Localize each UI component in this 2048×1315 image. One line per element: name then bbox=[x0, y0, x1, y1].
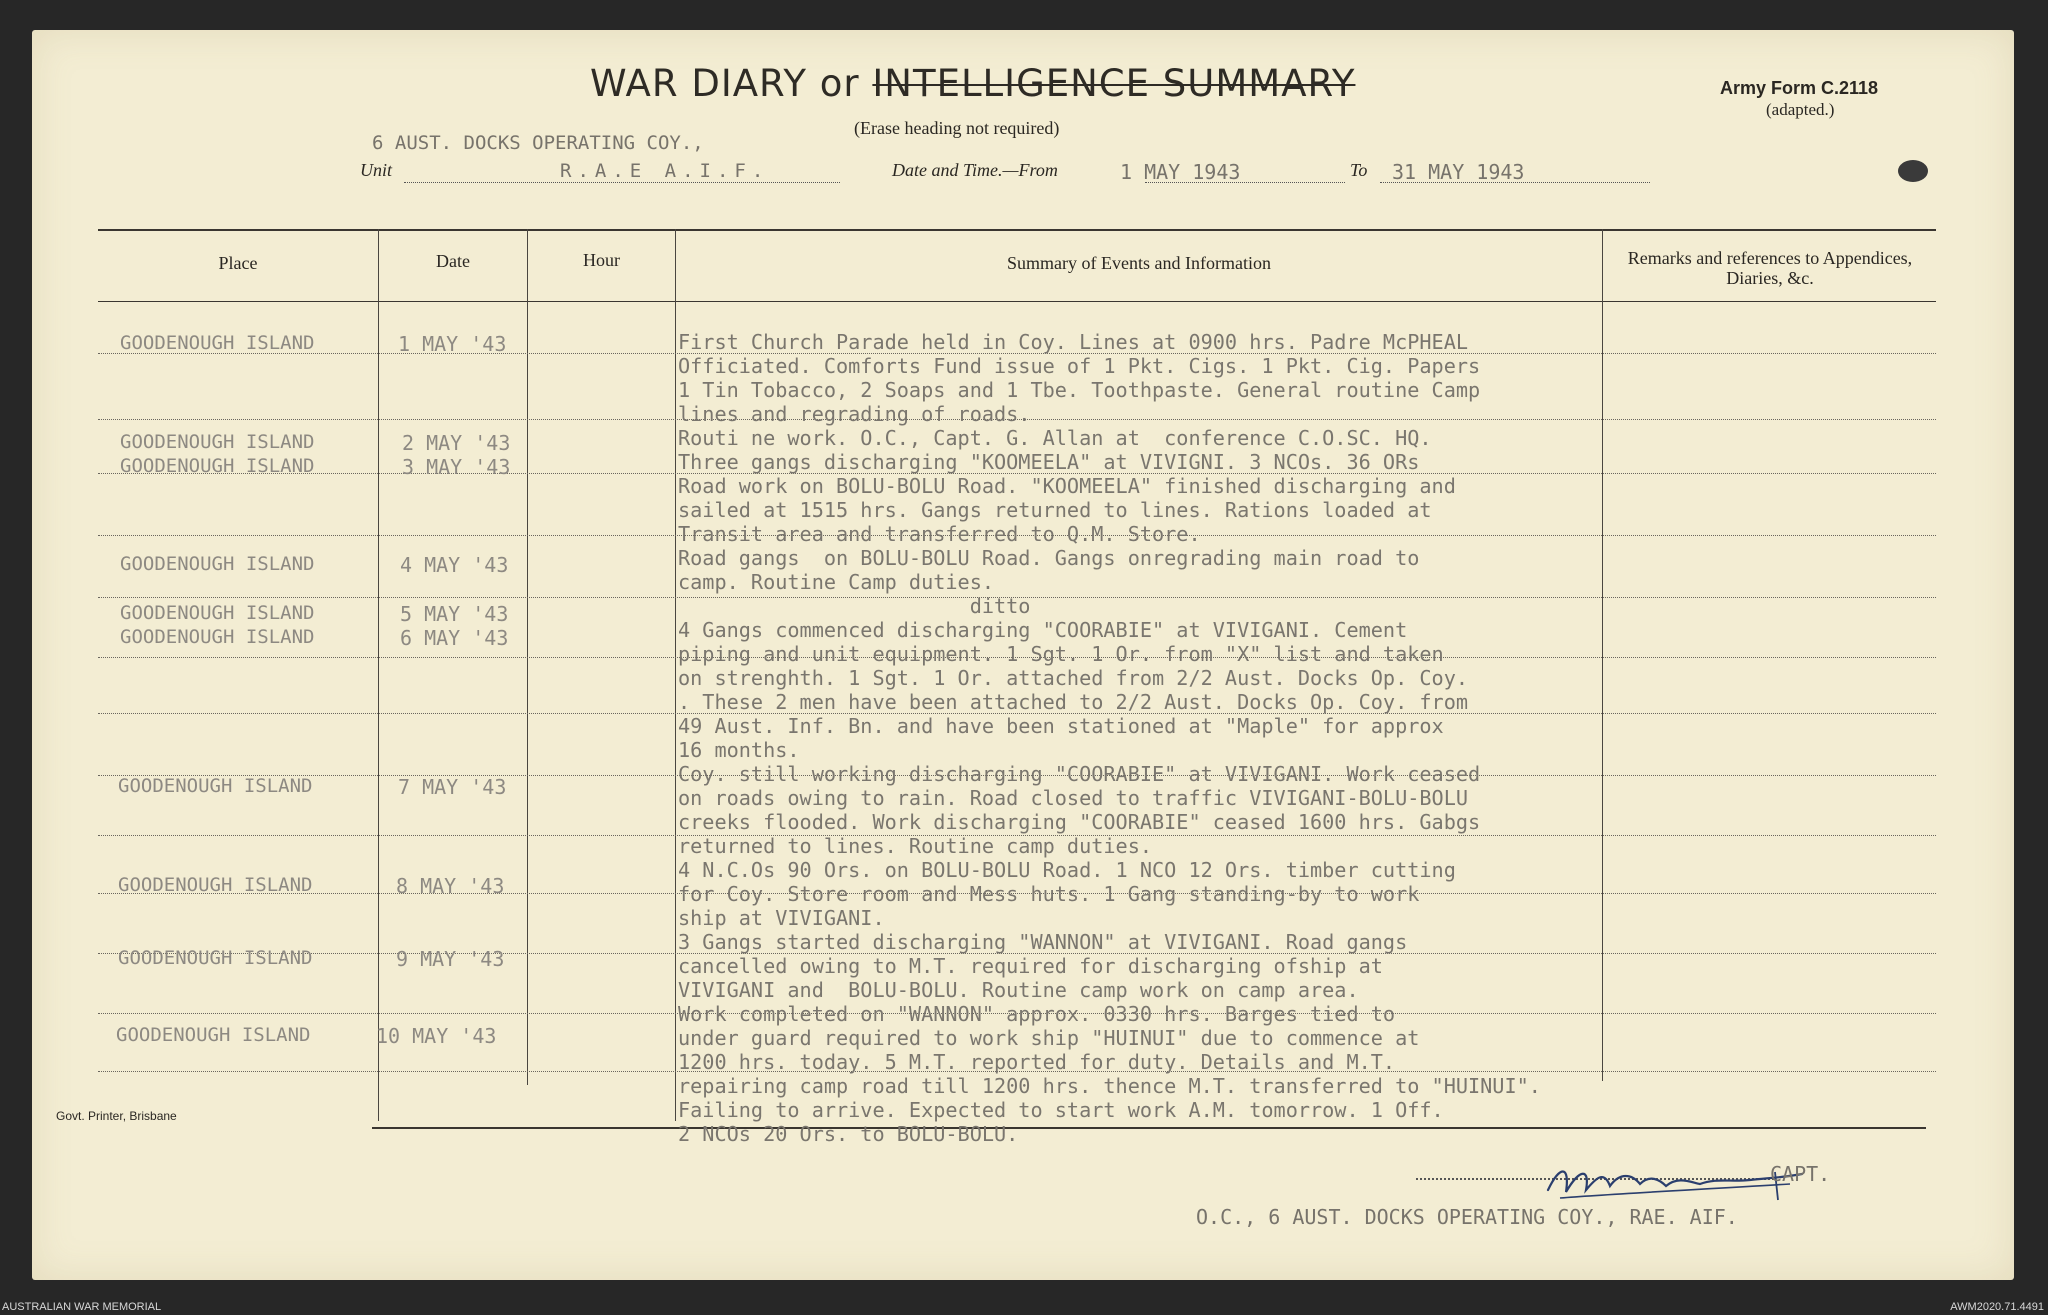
date-cell: 7 MAY '43 bbox=[398, 775, 507, 799]
date-cell: 1 MAY '43 bbox=[398, 332, 507, 356]
column-header-summary: Summary of Events and Information bbox=[1007, 253, 1271, 273]
footer-source: AUSTRALIAN WAR MEMORIAL bbox=[2, 1301, 162, 1313]
date-cell: 9 MAY '43 bbox=[396, 947, 505, 971]
summary-line: ditto bbox=[678, 594, 1031, 618]
title-struck-intelligence-summary: INTELLIGENCE SUMMARY bbox=[872, 62, 1356, 105]
army-form-adapted: (adapted.) bbox=[1766, 100, 1835, 119]
paper-hole bbox=[1898, 160, 1928, 182]
army-form-number: Army Form C.2118 bbox=[1720, 78, 1879, 98]
place-cell: GOODENOUGH ISLAND bbox=[116, 1024, 311, 1046]
summary-line: Officiated. Comforts Fund issue of 1 Pkt. Cigs. 1 Pkt. Cig. Papers bbox=[678, 354, 1481, 378]
summary-line: Three gangs discharging "KOOMEELA" at VIVIGNI. 3 NCOs. 36 ORs bbox=[678, 450, 1420, 474]
summary-line: camp. Routine Camp duties. bbox=[678, 570, 995, 594]
summary-line: returned to lines. Routine camp duties. bbox=[678, 834, 1153, 858]
date-cell: 10 MAY '43 bbox=[376, 1024, 497, 1048]
summary-line: Failing to arrive. Expected to start work A.M. tomorrow. 1 Off. bbox=[678, 1098, 1444, 1122]
date-time-label: Date and Time.—From bbox=[892, 160, 1058, 180]
summary-line: for Coy. Store room and Mess huts. 1 Gang standing-by to work bbox=[678, 882, 1420, 906]
place-cell: GOODENOUGH ISLAND bbox=[120, 455, 315, 477]
summary-line: 2 NCOs 20 Ors. to BOLU-BOLU. bbox=[678, 1122, 1019, 1146]
date-cell: 6 MAY '43 bbox=[400, 626, 509, 650]
summary-line: . These 2 men have been attached to 2/2 Aust. Docks Op. Coy. from bbox=[678, 690, 1469, 714]
form-title bbox=[590, 62, 1355, 105]
from-date-value: 1 MAY 1943 bbox=[1120, 160, 1241, 184]
erase-heading-note: (Erase heading not required) bbox=[854, 118, 1060, 138]
date-cell: 3 MAY '43 bbox=[402, 455, 511, 479]
signature-designation: O.C., 6 AUST. DOCKS OPERATING COY., RAE. AIF. bbox=[1196, 1205, 1738, 1229]
column-header-hour: Hour bbox=[583, 250, 620, 270]
summary-line: creeks flooded. Work discharging "COORABIE" ceased 1600 hrs. Gabgs bbox=[678, 810, 1481, 834]
summary-line: Road work on BOLU-BOLU Road. "KOOMEELA" finished discharging and bbox=[678, 474, 1456, 498]
unit-dotline bbox=[404, 182, 840, 183]
table-top-border bbox=[98, 229, 1936, 231]
summary-line: 4 N.C.Os 90 Ors. on BOLU-BOLU Road. 1 NCO 12 Ors. timber cutting bbox=[678, 858, 1456, 882]
summary-line: Routi ne work. O.C., Capt. G. Allan at conference C.O.SC. HQ. bbox=[678, 426, 1432, 450]
unit-label: Unit bbox=[360, 160, 393, 180]
title-war-diary: WAR DIARY or bbox=[590, 62, 873, 105]
date-cell: 4 MAY '43 bbox=[400, 553, 509, 577]
unit-name: 6 AUST. DOCKS OPERATING COY., bbox=[372, 132, 704, 154]
place-cell: GOODENOUGH ISLAND bbox=[120, 626, 315, 648]
summary-line: 49 Aust. Inf. Bn. and have been stationed at "Maple" for approx bbox=[678, 714, 1444, 738]
signature-rank: CAPT. bbox=[1770, 1162, 1831, 1186]
place-cell: GOODENOUGH ISLAND bbox=[118, 775, 313, 797]
to-label: To bbox=[1350, 160, 1368, 180]
column-header-place: Place bbox=[218, 253, 258, 273]
place-cell: GOODENOUGH ISLAND bbox=[120, 553, 315, 575]
place-cell: GOODENOUGH ISLAND bbox=[120, 332, 315, 354]
summary-line: ship at VIVIGANI. bbox=[678, 906, 885, 930]
place-cell: GOODENOUGH ISLAND bbox=[120, 602, 315, 624]
place-cell: GOODENOUGH ISLAND bbox=[118, 874, 313, 896]
summary-line: on strenghth. 1 Sgt. 1 Or. attached from 2/2 Aust. Docks Op. Coy. bbox=[678, 666, 1469, 690]
date-cell: 2 MAY '43 bbox=[402, 431, 511, 455]
summary-line: Coy. still working discharging "COORABIE" at VIVIGANI. Work ceased bbox=[678, 762, 1481, 786]
date-cell: 8 MAY '43 bbox=[396, 874, 505, 898]
to-date-value: 31 MAY 1943 bbox=[1392, 160, 1525, 184]
summary-line: sailed at 1515 hrs. Gangs returned to lines. Rations loaded at bbox=[678, 498, 1432, 522]
unit-value: R.A.E A.I.F. bbox=[560, 160, 770, 182]
summary-line: 4 Gangs commenced discharging "COORABIE" at VIVIGANI. Cement bbox=[678, 618, 1408, 642]
summary-line: First Church Parade held in Coy. Lines at 0900 hrs. Padre McPHEAL bbox=[678, 330, 1469, 354]
summary-line: lines and regrading of roads. bbox=[678, 402, 1031, 426]
place-cell: GOODENOUGH ISLAND bbox=[120, 431, 315, 453]
place-cell: GOODENOUGH ISLAND bbox=[118, 947, 313, 969]
summary-line: on roads owing to rain. Road closed to traffic VIVIGANI-BOLU-BOLU bbox=[678, 786, 1469, 810]
summary-line: repairing camp road till 1200 hrs. thence M.T. transferred to "HUINUI". bbox=[678, 1074, 1541, 1098]
summary-of-events bbox=[678, 330, 1541, 1146]
summary-line: 3 Gangs started discharging "WANNON" at VIVIGANI. Road gangs bbox=[678, 930, 1408, 954]
col-divider-hour bbox=[675, 229, 676, 1121]
summary-line: piping and unit equipment. 1 Sgt. 1 Or. from "X" list and taken bbox=[678, 642, 1444, 666]
footer-accession-number: AWM2020.71.4491 bbox=[1950, 1301, 2044, 1313]
summary-line: 16 months. bbox=[678, 738, 800, 762]
table-header-bottom bbox=[98, 301, 1936, 302]
column-header-remarks: Remarks and references to Appendices, Diaries, &c. bbox=[1627, 248, 1913, 288]
column-header-date: Date bbox=[436, 251, 470, 271]
summary-line: cancelled owing to M.T. required for discharging ofship at bbox=[678, 954, 1383, 978]
printer-note: Govt. Printer, Brisbane bbox=[56, 1109, 177, 1123]
date-cell: 5 MAY '43 bbox=[400, 602, 509, 626]
col-divider-place bbox=[378, 229, 379, 1121]
summary-line: under guard required to work ship "HUINUI" due to commence at bbox=[678, 1026, 1420, 1050]
summary-line: Work completed on "WANNON" approx. 0330 hrs. Barges tied to bbox=[678, 1002, 1396, 1026]
summary-line: 1200 hrs. today. 5 M.T. reported for duty. Details and M.T. bbox=[678, 1050, 1396, 1074]
summary-line: VIVIGANI and BOLU-BOLU. Routine camp work on camp area. bbox=[678, 978, 1359, 1002]
summary-line: Road gangs on BOLU-BOLU Road. Gangs onregrading main road to bbox=[678, 546, 1420, 570]
summary-line: Transit area and transferred to Q.M. Store. bbox=[678, 522, 1201, 546]
summary-line: 1 Tin Tobacco, 2 Soaps and 1 Tbe. Toothpaste. General routine Camp bbox=[678, 378, 1481, 402]
